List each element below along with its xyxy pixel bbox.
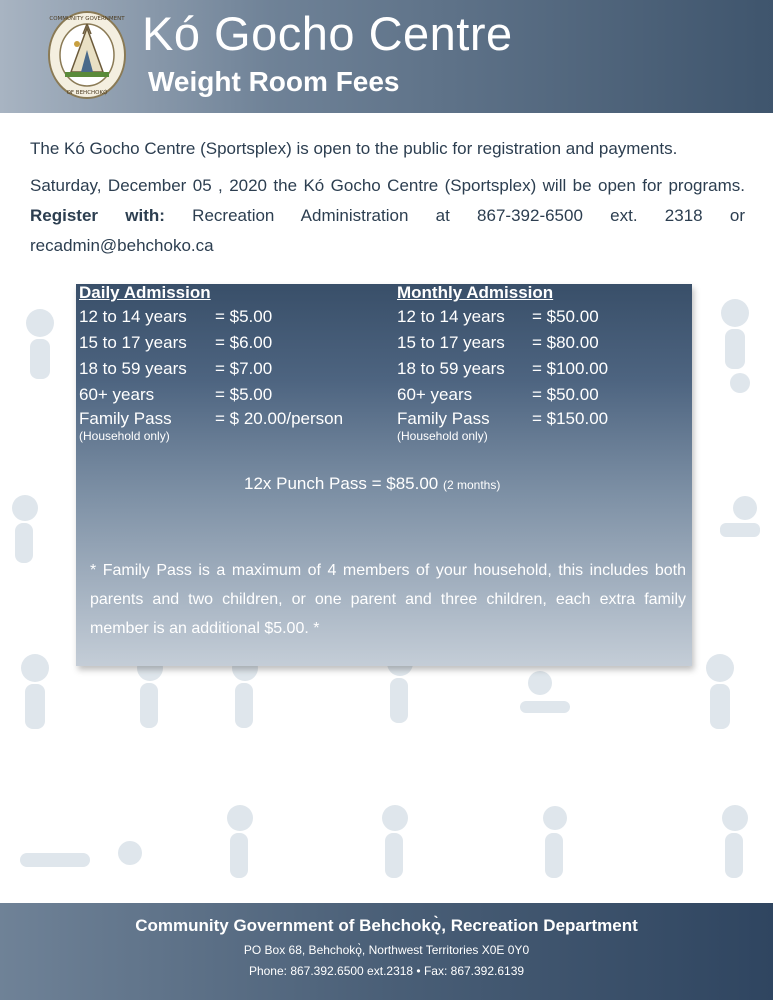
fee-value: = $100.00 [532,359,609,378]
fee-label: 15 to 17 years [79,333,187,352]
fee-row [79,304,379,330]
fee-value: = $5.00 [215,385,273,404]
fee-value: = $6.00 [215,333,273,352]
fee-label: Family Pass [397,409,490,428]
punch-pass-duration: (2 months) [442,478,501,492]
fee-table-box [76,284,692,666]
program-date-text: Saturday, December 05 , 2020 the Kó Gocho Centre (Sportsplex) will be open for programs. [30,176,745,195]
fee-value: = $150.00 [532,409,609,428]
fee-value: = $5.00 [215,307,273,326]
fee-row [79,408,379,429]
fee-row [79,356,379,382]
registration-contact: Recreation Administration at 867-392-6500 ext. 2318 or recadmin@behchoko.ca [30,206,745,255]
footer-banner [0,903,773,1000]
footer-address: PO Box 68, Behchokǫ̀, Northwest Territories X0E 0Y0 [243,943,530,957]
fee-row [397,330,687,356]
fee-label: Family Pass [79,409,172,428]
fee-row [397,356,687,382]
fee-value: = $80.00 [532,333,599,352]
monthly-admission-heading: Monthly Admission [397,283,554,302]
fee-value: = $50.00 [532,385,599,404]
household-note: (Household only) [397,429,488,443]
fee-label: 18 to 59 years [397,359,505,378]
logo-bottom-text: OF BEHCHOKỌ̀ [66,90,108,96]
community-government-logo [47,10,127,100]
punch-pass-line [244,474,500,494]
monthly-admission-column [397,284,687,445]
fee-value: = $50.00 [532,307,599,326]
page-title: Kó Gocho Centre [142,7,513,60]
fee-row [79,382,379,408]
fee-value: = $ 20.00/person [215,409,344,428]
household-note: (Household only) [79,429,170,443]
fee-label: 15 to 17 years [397,333,505,352]
punch-pass-value: = $85.00 [371,474,439,493]
daily-admission-column [79,284,379,445]
family-pass-footnote: * Family Pass is a maximum of 4 members of your household, this includes both parents and two children, or one parent and three children, each extra family member is an additional $5.00. * [90,562,686,637]
fee-label: 60+ years [79,385,155,404]
fee-label: 18 to 59 years [79,359,187,378]
fee-row [79,330,379,356]
logo-top-text: COMMUNITY GOVERNMENT [49,16,125,22]
fee-label: 60+ years [397,385,473,404]
intro-program-notice [30,171,745,261]
fee-label: 12 to 14 years [397,307,505,326]
footer-contact: Phone: 867.392.6500 ext.2318 • Fax: 867.392.6139 [248,964,525,978]
fee-row [397,304,687,330]
daily-admission-heading: Daily Admission [79,283,211,302]
fee-row [397,382,687,408]
header-banner [0,0,773,113]
fee-label: 12 to 14 years [79,307,187,326]
intro-open-notice: The Kó Gocho Centre (Sportsplex) is open to the public for registration and payments. [30,139,678,158]
punch-pass-label: 12x Punch Pass [244,474,367,493]
fee-value: = $7.00 [215,359,273,378]
footer-organization: Community Government of Behchokǫ̀, Recreation Department [135,916,638,935]
fee-row [397,408,687,429]
register-label: Register with: [30,206,165,225]
page-subtitle: Weight Room Fees [148,66,400,97]
